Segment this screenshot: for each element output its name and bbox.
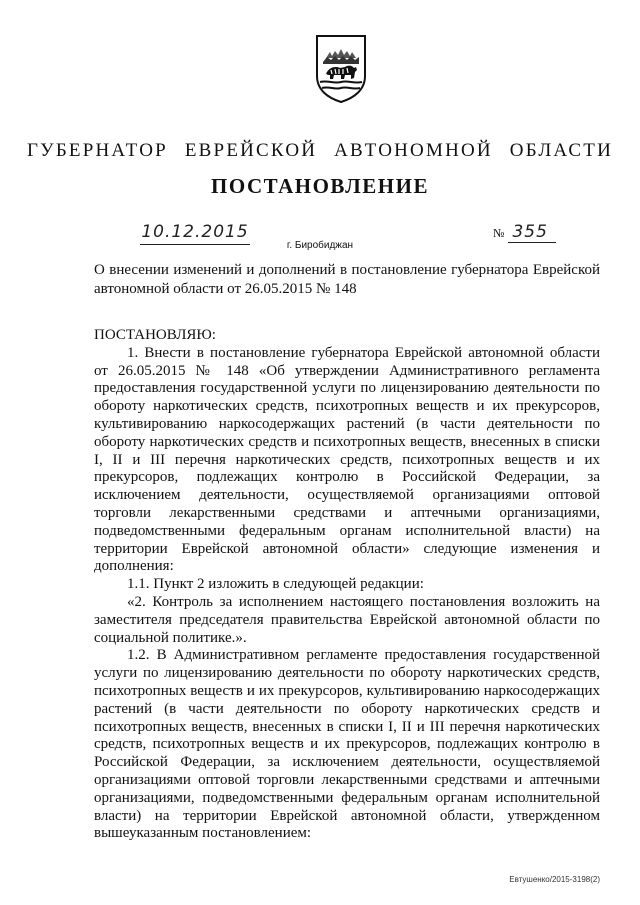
decree-body <box>94 327 600 843</box>
authority-title: ГУБЕРНАТОР ЕВРЕЙСКОЙ АВТОНОМНОЙ ОБЛАСТИ <box>26 140 613 161</box>
decree-heading: ПОСТАНОВЛЯЮ: <box>94 327 216 343</box>
executor-code: Евтушенко/2015-3198(2) <box>509 875 600 884</box>
number-value: 355 <box>508 222 556 243</box>
decree-paragraph: 1.1. Пункт 2 изложить в следующей редакции: <box>127 576 424 593</box>
decree-paragraph: «2. Контроль за исполнением настоящего постановления возложить на заместителя председателя правительства Еврейской автономной области по социальной политике.». <box>94 593 600 646</box>
city-line: г. Биробиджан <box>286 240 354 251</box>
document-date: 10.12.2015 <box>140 222 250 245</box>
number-label: № <box>493 226 505 240</box>
decree-paragraph: 1. Внести в постановление губернатора Еврейской автономной области от 26.05.2015 № 148 «Об утверждении Административного регламента предоставления государственной услуги по лицензированию деятельности по обороту наркотических средств, психотропных веществ и их прекурсоров, культивированию наркосодержащих растений (в части деятельности по обороту наркотических средств и психотропных веществ, внесенных в списки I, II и III перечня наркотических средств, психотропных веществ и их прекурсоров, подлежащих контролю в Российской Федерации, за исключением деятельности, осуществляемой организациями оптовой торговли лекарственными средствами и аптечными организациями, подведомственными федеральным органам исполнительной власти) на территории Еврейской автономной области» следующие изменения и дополнения: <box>94 344 600 575</box>
document-type-title: ПОСТАНОВЛЕНИЕ <box>211 174 429 198</box>
document-subject: О внесении изменений и дополнений в постановление губернатора Еврейской автономной области от 26.05.2015 № 148 <box>94 262 600 297</box>
coat-of-arms-icon <box>314 34 368 104</box>
decree-paragraph: 1.2. В Административном регламенте предоставления государственной услуги по лицензированию деятельности по обороту наркотических средств, психотропных веществ и их прекурсоров, культивированию наркосодержащих растений (в части деятельности по обороту наркотических средств и психотропных веществ, внесенных в списки I, II и III перечня наркотических средств, психотропных веществ и их прекурсоров, подлежащих контролю в Российской Федерации, за исключением деятельности, осуществляемой организациями оптовой торговли лекарственными средствами и аптечными организациями, подведомственными федеральным органам исполнительной власти) на территории Еврейской автономной области, утвержденном вышеуказанным постановлением: <box>94 647 600 842</box>
